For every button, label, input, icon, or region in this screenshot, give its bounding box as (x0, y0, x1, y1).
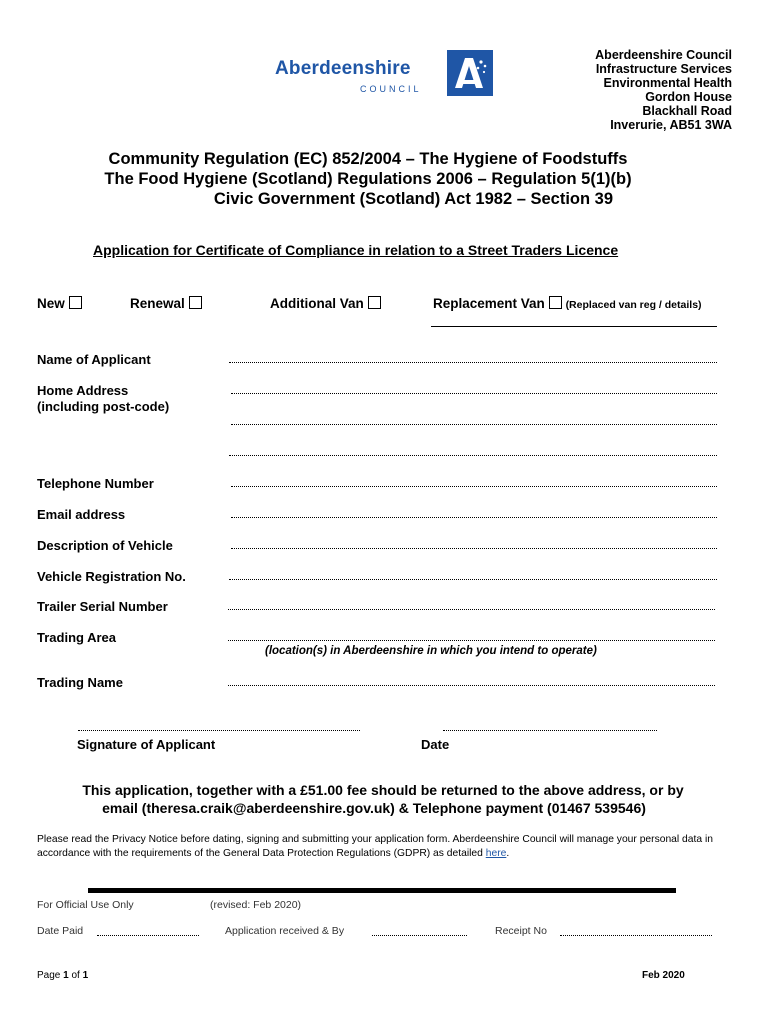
trading-name-field[interactable] (228, 675, 715, 686)
page-total: 1 (82, 970, 89, 981)
home-address-note: (including post-code) (37, 399, 170, 414)
option-replacement-van-label: Replacement Van (433, 296, 545, 311)
form-subtitle: Application for Certificate of Compliance in relation to a Street Traders Licence (93, 242, 619, 258)
option-additional-van-label: Additional Van (270, 296, 364, 311)
email-field[interactable] (231, 507, 717, 518)
trading-area-note: (location(s) in Aberdeenshire in which you intend to operate) (265, 645, 597, 657)
regulation-title-2: The Food Hygiene (Scotland) Regulations 2006 – Regulation 5(1)(b) (104, 170, 632, 188)
page-prefix: Page (37, 970, 61, 981)
home-address-field-2[interactable] (231, 414, 717, 425)
privacy-text: Please read the Privacy Notice before dating, signing and submitting your application form. Aberdeenshire Council will manage your personal data in accordance with the requirements of the General Data Protection Regulations (GDPR) as detailed (37, 834, 713, 859)
vehicle-description-label: Description of Vehicle (37, 538, 173, 553)
footer-date: Feb 2020 (642, 970, 685, 981)
checkbox-renewal[interactable] (189, 296, 202, 309)
vehicle-description-field[interactable] (231, 538, 717, 549)
vehicle-registration-field[interactable] (229, 569, 717, 580)
application-received-field[interactable] (372, 925, 467, 936)
checkbox-replacement-van[interactable] (549, 296, 562, 309)
council-logo-name: Aberdeenshire (275, 58, 411, 79)
signature-field[interactable] (78, 720, 360, 731)
option-additional-van[interactable] (270, 296, 381, 311)
signature-label: Signature of Applicant (77, 737, 216, 752)
date-field[interactable] (443, 720, 657, 731)
address-line: Infrastructure Services (595, 62, 732, 76)
telephone-field[interactable] (231, 476, 717, 487)
regulation-title-1: Community Regulation (EC) 852/2004 – The Hygiene of Foodstuffs (108, 150, 628, 168)
name-field[interactable] (229, 352, 717, 363)
home-address-label: Home Address (37, 383, 129, 398)
replacement-van-details-field[interactable] (431, 326, 717, 327)
date-paid-label: Date Paid (37, 925, 84, 937)
option-replacement-van[interactable] (433, 296, 702, 311)
checkbox-new[interactable] (69, 296, 82, 309)
regulation-title-3: Civic Government (Scotland) Act 1982 – Section 39 (213, 190, 613, 208)
home-address-field-1[interactable] (231, 383, 717, 394)
privacy-link[interactable]: here (485, 848, 507, 859)
address-line: Inverurie, AB51 3WA (610, 118, 732, 132)
trading-area-field[interactable] (228, 630, 715, 641)
option-renewal[interactable] (130, 296, 202, 311)
council-address (595, 48, 732, 132)
privacy-notice (37, 833, 737, 861)
divider-rule (88, 888, 676, 893)
address-line: Blackhall Road (642, 104, 732, 118)
trading-area-label: Trading Area (37, 630, 116, 645)
receipt-no-field[interactable] (560, 925, 712, 936)
telephone-label: Telephone Number (37, 476, 154, 491)
page-current: 1 (63, 970, 69, 981)
trailer-serial-field[interactable] (228, 599, 715, 610)
checkbox-additional-van[interactable] (368, 296, 381, 309)
trailer-serial-label: Trailer Serial Number (37, 599, 168, 614)
page-number (37, 970, 88, 981)
official-use-heading: For Official Use Only (37, 899, 134, 911)
option-new-label: New (37, 296, 65, 311)
email-label: Email address (37, 507, 126, 522)
revised-note: (revised: Feb 2020) (210, 899, 302, 911)
council-logo-sub: COUNCIL (360, 84, 422, 94)
trading-name-label: Trading Name (37, 675, 123, 690)
page-of: of (71, 970, 80, 981)
vehicle-registration-label: Vehicle Registration No. (37, 569, 186, 584)
receipt-no-label: Receipt No (495, 925, 547, 937)
fee-notice-line-1: This application, together with a £51.00 fee should be returned to the above address, or by (82, 782, 684, 798)
application-received-label: Application received & By (225, 925, 345, 937)
address-line: Gordon House (645, 90, 732, 104)
privacy-end: . (506, 848, 510, 859)
address-line: Environmental Health (603, 76, 732, 90)
name-label: Name of Applicant (37, 352, 151, 367)
address-line: Aberdeenshire Council (595, 48, 732, 62)
home-address-field-3[interactable] (229, 445, 717, 456)
option-renewal-label: Renewal (130, 296, 185, 311)
fee-notice-line-2: email (theresa.craik@aberdeenshire.gov.uk) & Telephone payment (01467 539546) (102, 800, 646, 816)
option-new[interactable] (37, 296, 82, 311)
replacement-van-note: (Replaced van reg / details) (565, 299, 702, 311)
date-paid-field[interactable] (97, 925, 199, 936)
council-logo-icon (447, 50, 493, 96)
date-label: Date (421, 737, 450, 752)
